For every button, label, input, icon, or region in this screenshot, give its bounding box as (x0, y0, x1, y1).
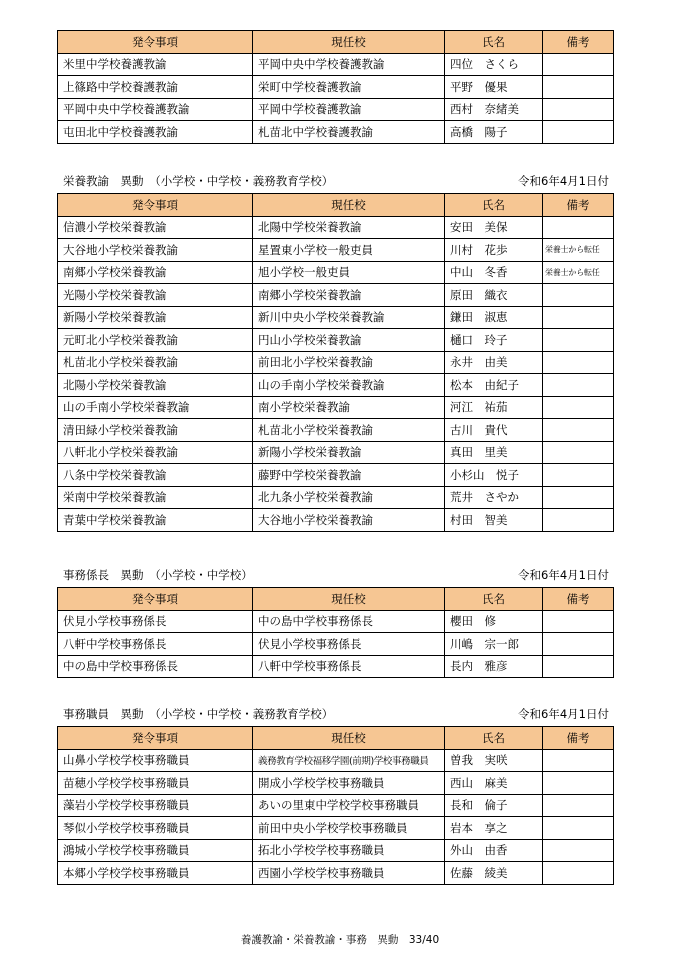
table-row (58, 216, 614, 239)
cell-remarks (543, 486, 614, 509)
cell-remarks (543, 306, 614, 329)
cell-item: 本郷小学校学校事務職員 (58, 862, 253, 885)
header-remarks: 備考 (543, 727, 614, 750)
table-row (58, 839, 614, 862)
cell-item: 山鼻小学校学校事務職員 (58, 749, 253, 772)
page-footer: 養護教諭・栄養教諭・事務 異動 33/40 (240, 934, 440, 946)
cell-remarks (543, 633, 614, 656)
transfer-table (57, 193, 614, 532)
table-row (58, 53, 614, 76)
table-header-row (58, 194, 614, 217)
table-row (58, 610, 614, 633)
cell-item: 米里中学校養護教諭 (58, 53, 253, 76)
section-jimu-shokuin (57, 707, 613, 885)
cell-current: 平岡中央中学校養護教諭 (253, 53, 445, 76)
cell-current: 北九条小学校栄養教諭 (253, 486, 445, 509)
cell-item: 八条中学校栄養教諭 (58, 464, 253, 487)
cell-name: 長和 倫子 (445, 794, 543, 817)
cell-current: 拓北小学校学校事務職員 (253, 839, 445, 862)
table-header-row (58, 31, 614, 54)
table-row (58, 509, 614, 532)
cell-name: 川嶋 宗一郎 (445, 633, 543, 656)
cell-remarks (543, 441, 614, 464)
header-item: 発令事項 (58, 31, 253, 54)
cell-item: 青葉中学校栄養教諭 (58, 509, 253, 532)
table-row (58, 121, 614, 144)
cell-name: 櫻田 修 (445, 610, 543, 633)
cell-remarks (543, 610, 614, 633)
table-row (58, 419, 614, 442)
table-row (58, 464, 614, 487)
cell-name: 樋口 玲子 (445, 329, 543, 352)
table-row (58, 862, 614, 885)
header-remarks: 備考 (543, 588, 614, 611)
header-name: 氏名 (445, 588, 543, 611)
cell-current: 平岡中学校養護教諭 (253, 98, 445, 121)
cell-current: 札苗北中学校養護教諭 (253, 121, 445, 144)
header-current-school: 現任校 (253, 194, 445, 217)
table-row (58, 441, 614, 464)
cell-remarks (543, 655, 614, 678)
cell-name: 鎌田 淑恵 (445, 306, 543, 329)
cell-name: 西村 奈緒美 (445, 98, 543, 121)
cell-current: 栄町中学校養護教諭 (253, 76, 445, 99)
cell-name: 外山 由香 (445, 839, 543, 862)
cell-item: 栄南中学校栄養教諭 (58, 486, 253, 509)
cell-item: 藻岩小学校学校事務職員 (58, 794, 253, 817)
cell-name: 佐藤 綾美 (445, 862, 543, 885)
cell-name: 長内 雅彦 (445, 655, 543, 678)
table-row (58, 261, 614, 284)
cell-name: 川村 花歩 (445, 239, 543, 262)
table-row (58, 374, 614, 397)
cell-current: 南小学校栄養教諭 (253, 396, 445, 419)
cell-name: 村田 智美 (445, 509, 543, 532)
header-name: 氏名 (445, 727, 543, 750)
table-row (58, 239, 614, 262)
cell-current: 大谷地小学校栄養教諭 (253, 509, 445, 532)
cell-name: 高橋 陽子 (445, 121, 543, 144)
cell-current: 山の手南小学校栄養教諭 (253, 374, 445, 397)
cell-name: 岩本 享之 (445, 817, 543, 840)
cell-current: 前田中央小学校学校事務職員 (253, 817, 445, 840)
table-row (58, 306, 614, 329)
cell-item: 平岡中央中学校養護教諭 (58, 98, 253, 121)
cell-current: 藤野中学校栄養教諭 (253, 464, 445, 487)
cell-name: 四位 さくら (445, 53, 543, 76)
cell-current: 開成小学校学校事務職員 (253, 772, 445, 795)
cell-name: 松本 由紀子 (445, 374, 543, 397)
cell-name: 西山 麻美 (445, 772, 543, 795)
cell-remarks (543, 794, 614, 817)
header-name: 氏名 (445, 194, 543, 217)
cell-remarks (543, 98, 614, 121)
cell-name: 古川 貴代 (445, 419, 543, 442)
header-current-school: 現任校 (253, 588, 445, 611)
cell-current: 前田北小学校栄養教諭 (253, 351, 445, 374)
cell-item: 南郷小学校栄養教諭 (58, 261, 253, 284)
cell-remarks (543, 76, 614, 99)
cell-item: 伏見小学校事務係長 (58, 610, 253, 633)
cell-item: 屯田北中学校養護教諭 (58, 121, 253, 144)
section-heading (57, 568, 613, 582)
cell-remarks (543, 817, 614, 840)
cell-item: 信濃小学校栄養教諭 (58, 216, 253, 239)
cell-name: 原田 織衣 (445, 284, 543, 307)
transfer-table (57, 726, 614, 885)
cell-remarks (543, 374, 614, 397)
cell-current: 伏見小学校事務係長 (253, 633, 445, 656)
table-row (58, 817, 614, 840)
cell-current: 札苗北小学校栄養教諭 (253, 419, 445, 442)
section-date: 令和6年4月1日付 (518, 568, 609, 582)
cell-name: 中山 冬香 (445, 261, 543, 284)
section-yogo-kyoyu (57, 30, 613, 144)
section-jimu-kakaricho (57, 568, 613, 678)
cell-remarks (543, 351, 614, 374)
table-row (58, 486, 614, 509)
cell-item: 札苗北小学校栄養教諭 (58, 351, 253, 374)
cell-current: 北陽中学校栄養教諭 (253, 216, 445, 239)
cell-item: 光陽小学校栄養教諭 (58, 284, 253, 307)
table-row (58, 98, 614, 121)
cell-name: 小杉山 悦子 (445, 464, 543, 487)
table-row (58, 772, 614, 795)
cell-item: 鴻城小学校学校事務職員 (58, 839, 253, 862)
table-row (58, 655, 614, 678)
cell-current: あいの里東中学校学校事務職員 (253, 794, 445, 817)
section-heading (57, 707, 613, 721)
header-remarks: 備考 (543, 31, 614, 54)
cell-current: 南郷小学校栄養教諭 (253, 284, 445, 307)
cell-remarks (543, 772, 614, 795)
cell-remarks: 栄養士から転任 (543, 261, 614, 284)
section-date: 令和6年4月1日付 (518, 174, 609, 188)
cell-remarks (543, 284, 614, 307)
header-item: 発令事項 (58, 194, 253, 217)
header-remarks: 備考 (543, 194, 614, 217)
transfer-table (57, 30, 614, 144)
cell-current: 円山小学校栄養教諭 (253, 329, 445, 352)
cell-item: 八軒中学校事務係長 (58, 633, 253, 656)
cell-remarks (543, 419, 614, 442)
cell-item: 琴似小学校学校事務職員 (58, 817, 253, 840)
cell-name: 安田 美保 (445, 216, 543, 239)
table-row (58, 794, 614, 817)
cell-item: 元町北小学校栄養教諭 (58, 329, 253, 352)
header-item: 発令事項 (58, 727, 253, 750)
cell-remarks (543, 509, 614, 532)
header-current-school: 現任校 (253, 31, 445, 54)
section-title: 事務職員 異動 （小学校・中学校・義務教育学校） (63, 707, 334, 721)
cell-remarks (543, 216, 614, 239)
cell-name: 曽我 実咲 (445, 749, 543, 772)
cell-remarks (543, 862, 614, 885)
table-row (58, 329, 614, 352)
cell-item: 八軒北小学校栄養教諭 (58, 441, 253, 464)
cell-remarks (543, 464, 614, 487)
cell-name: 荒井 さやか (445, 486, 543, 509)
section-eiyo-kyoyu (57, 174, 613, 532)
cell-current: 西園小学校学校事務職員 (253, 862, 445, 885)
table-row (58, 351, 614, 374)
cell-remarks: 栄養士から転任 (543, 239, 614, 262)
cell-remarks (543, 53, 614, 76)
cell-current: 新陽小学校栄養教諭 (253, 441, 445, 464)
header-name: 氏名 (445, 31, 543, 54)
section-heading (57, 174, 613, 188)
table-row (58, 396, 614, 419)
cell-current: 新川中央小学校栄養教諭 (253, 306, 445, 329)
cell-name: 永井 由美 (445, 351, 543, 374)
cell-remarks (543, 329, 614, 352)
cell-item: 清田緑小学校栄養教諭 (58, 419, 253, 442)
cell-item: 中の島中学校事務係長 (58, 655, 253, 678)
table-header-row (58, 727, 614, 750)
table-row (58, 284, 614, 307)
cell-remarks (543, 839, 614, 862)
section-date: 令和6年4月1日付 (518, 707, 609, 721)
cell-current: 旭小学校一般吏員 (253, 261, 445, 284)
table-row (58, 749, 614, 772)
cell-remarks (543, 121, 614, 144)
cell-item: 大谷地小学校栄養教諭 (58, 239, 253, 262)
cell-item: 北陽小学校栄養教諭 (58, 374, 253, 397)
cell-name: 平野 優果 (445, 76, 543, 99)
cell-remarks (543, 749, 614, 772)
cell-item: 山の手南小学校栄養教諭 (58, 396, 253, 419)
cell-name: 河江 祐茄 (445, 396, 543, 419)
cell-name: 真田 里美 (445, 441, 543, 464)
cell-current: 星置東小学校一般吏員 (253, 239, 445, 262)
cell-item: 苗穂小学校学校事務職員 (58, 772, 253, 795)
cell-current: 八軒中学校事務係長 (253, 655, 445, 678)
section-title: 栄養教諭 異動 （小学校・中学校・義務教育学校） (63, 174, 334, 188)
table-row (58, 633, 614, 656)
cell-current: 中の島中学校事務係長 (253, 610, 445, 633)
cell-remarks (543, 396, 614, 419)
cell-current: 義務教育学校福移学園(前期)学校事務職員 (253, 749, 445, 772)
cell-item: 上篠路中学校養護教諭 (58, 76, 253, 99)
transfer-table (57, 587, 614, 678)
table-header-row (58, 588, 614, 611)
header-item: 発令事項 (58, 588, 253, 611)
cell-item: 新陽小学校栄養教諭 (58, 306, 253, 329)
section-title: 事務係長 異動 （小学校・中学校） (63, 568, 253, 582)
table-row (58, 76, 614, 99)
header-current-school: 現任校 (253, 727, 445, 750)
